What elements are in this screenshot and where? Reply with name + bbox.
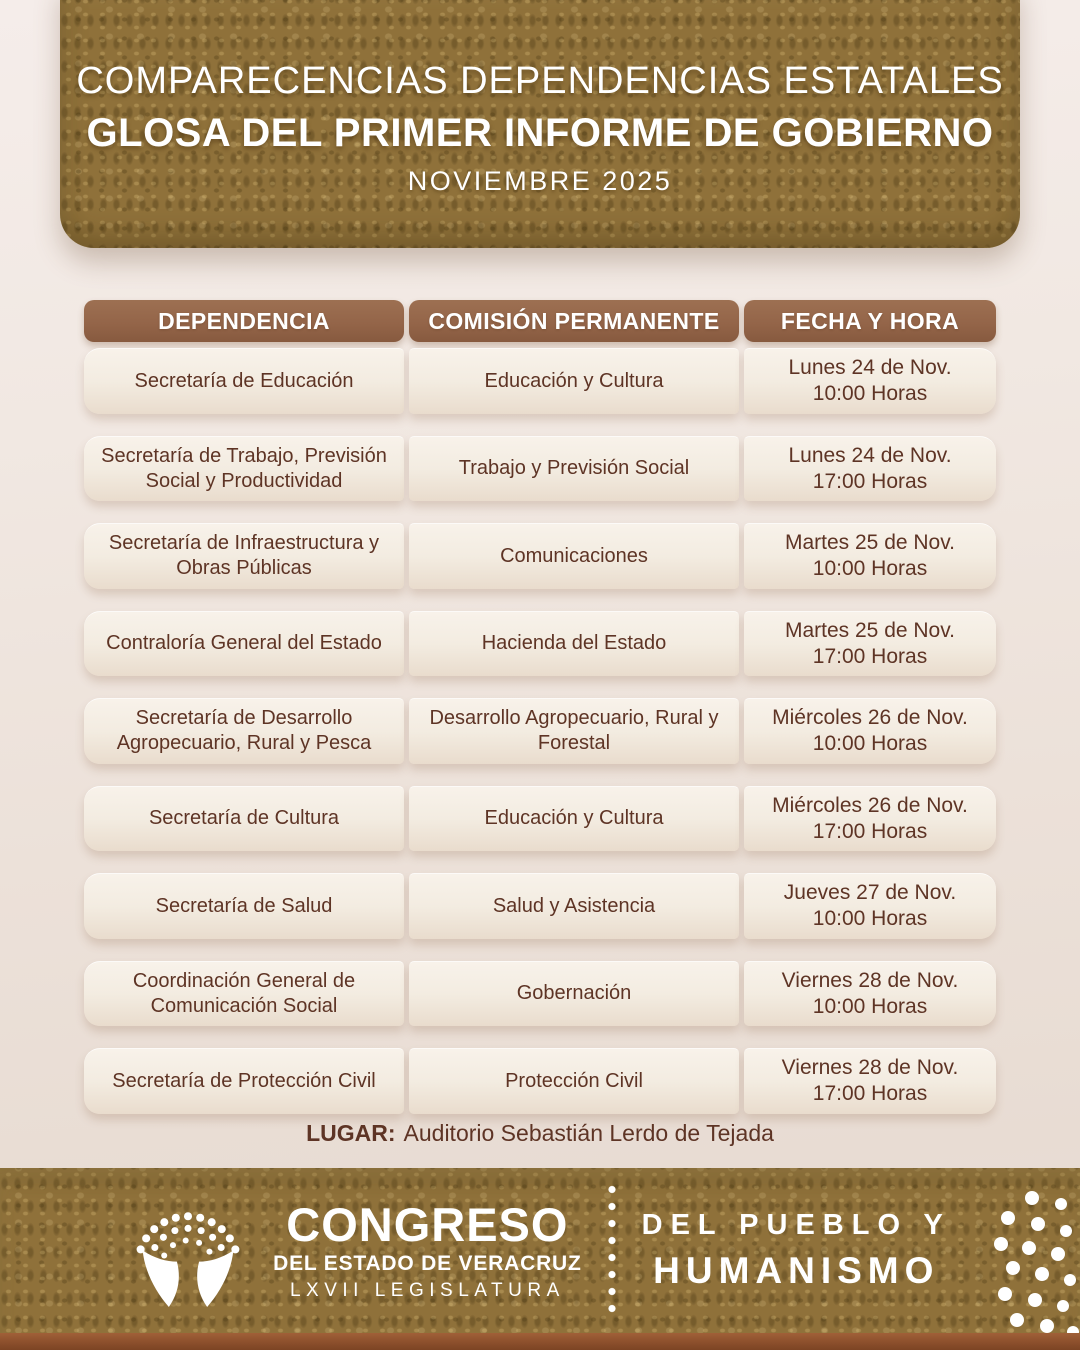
- footer-banner: [0, 1168, 1080, 1350]
- cell-dependencia: Contraloría General del Estado: [84, 611, 404, 677]
- fecha-text: Lunes 24 de Nov.: [788, 356, 952, 379]
- cell-fecha-hora: [744, 698, 996, 764]
- column-header-comision: COMISIÓN PERMANENTE: [409, 300, 739, 342]
- cell-comision: Educación y Cultura: [409, 348, 739, 414]
- cell-fecha-hora: [744, 1048, 996, 1114]
- hora-text: 10:00 Horas: [812, 907, 928, 931]
- cell-comision: Educación y Cultura: [409, 786, 739, 852]
- cell-comision: Desarrollo Agropecuario, Rural y Forestal: [409, 698, 739, 764]
- page-date: NOVIEMBRE 2025: [407, 166, 673, 196]
- hora-text: 17:00 Horas: [812, 644, 928, 668]
- table-row: [84, 611, 996, 677]
- hora-text: 10:00 Horas: [812, 994, 928, 1018]
- schedule-table: [84, 300, 996, 1136]
- cell-dependencia: Secretaría de Infraestructura y Obras Públicas: [84, 523, 404, 589]
- congress-text-block: [273, 1197, 582, 1302]
- column-header-fecha: FECHA Y HORA: [744, 300, 996, 342]
- congress-name: CONGRESO: [286, 1197, 569, 1251]
- table-row: [84, 873, 996, 939]
- cell-comision: Salud y Asistencia: [409, 873, 739, 939]
- hora-text: 17:00 Horas: [812, 1082, 928, 1106]
- cell-dependencia: Secretaría de Trabajo, Previsión Social y Productividad: [84, 436, 404, 502]
- table-row: [84, 698, 996, 764]
- fecha-text: Miércoles 26 de Nov.: [772, 706, 968, 729]
- fecha-text: Lunes 24 de Nov.: [788, 443, 952, 467]
- cell-fecha-hora: [744, 611, 996, 677]
- cell-fecha-hora: [744, 523, 996, 589]
- cell-dependencia: Secretaría de Protección Civil: [84, 1048, 404, 1114]
- cell-fecha-hora: [744, 348, 996, 414]
- cell-fecha-hora: [744, 436, 996, 502]
- table-row: [84, 348, 996, 414]
- vertical-dotted-line-icon: [608, 1181, 616, 1321]
- cell-fecha-hora: [744, 961, 996, 1027]
- venue-label: LUGAR:: [306, 1120, 396, 1146]
- page-title: COMPARECENCIAS DEPENDENCIAS ESTATALES: [76, 60, 1004, 102]
- slogan-line1: DEL PUEBLO Y: [641, 1209, 951, 1241]
- slogan-line2: HUMANISMO: [653, 1250, 940, 1291]
- cell-dependencia: Secretaría de Salud: [84, 873, 404, 939]
- cell-dependencia: Secretaría de Educación: [84, 348, 404, 414]
- table-header-row: [84, 300, 996, 342]
- table-row: [84, 436, 996, 502]
- fecha-text: Viernes 28 de Nov.: [781, 1056, 959, 1079]
- table-row: [84, 961, 996, 1027]
- venue-value: Auditorio Sebastián Lerdo de Tejada: [403, 1120, 774, 1146]
- footer-bottom-strip: [0, 1333, 1080, 1350]
- hora-text: 17:00 Horas: [812, 819, 928, 843]
- page-subtitle: GLOSA DEL PRIMER INFORME DE GOBIERNO: [86, 111, 994, 155]
- cell-fecha-hora: [744, 873, 996, 939]
- fecha-text: Viernes 28 de Nov.: [781, 968, 959, 992]
- cell-dependencia: Secretaría de Desarrollo Agropecuario, Rural y Pesca: [84, 698, 404, 764]
- slogan-block: [642, 1209, 951, 1292]
- congress-logo-icon: [129, 1188, 247, 1314]
- cell-comision: Hacienda del Estado: [409, 611, 739, 677]
- table-row: [84, 1048, 996, 1114]
- cell-dependencia: Coordinación General de Comunicación Social: [84, 961, 404, 1027]
- table-row: [84, 786, 996, 852]
- cell-comision: Protección Civil: [409, 1048, 739, 1114]
- cell-comision: Trabajo y Previsión Social: [409, 436, 739, 502]
- fecha-text: Miércoles 26 de Nov.: [772, 793, 968, 817]
- table-body: [84, 348, 996, 1114]
- cell-fecha-hora: [744, 786, 996, 852]
- congress-state: DEL ESTADO DE VERACRUZ: [273, 1252, 582, 1276]
- fecha-text: Martes 25 de Nov.: [784, 618, 956, 642]
- congress-legislature: LXVII LEGISLATURA: [289, 1280, 565, 1302]
- hora-text: 10:00 Horas: [812, 557, 928, 581]
- fecha-text: Martes 25 de Nov.: [784, 531, 956, 554]
- cell-comision: Gobernación: [409, 961, 739, 1027]
- column-header-dependencia: DEPENDENCIA: [84, 300, 404, 342]
- header-banner: [60, 0, 1020, 248]
- cell-comision: Comunicaciones: [409, 523, 739, 589]
- cell-dependencia: Secretaría de Cultura: [84, 786, 404, 852]
- hora-text: 17:00 Horas: [812, 469, 928, 493]
- hora-text: 10:00 Horas: [812, 732, 928, 756]
- table-row: [84, 523, 996, 589]
- fecha-text: Jueves 27 de Nov.: [783, 881, 957, 904]
- hora-text: 10:00 Horas: [812, 382, 928, 406]
